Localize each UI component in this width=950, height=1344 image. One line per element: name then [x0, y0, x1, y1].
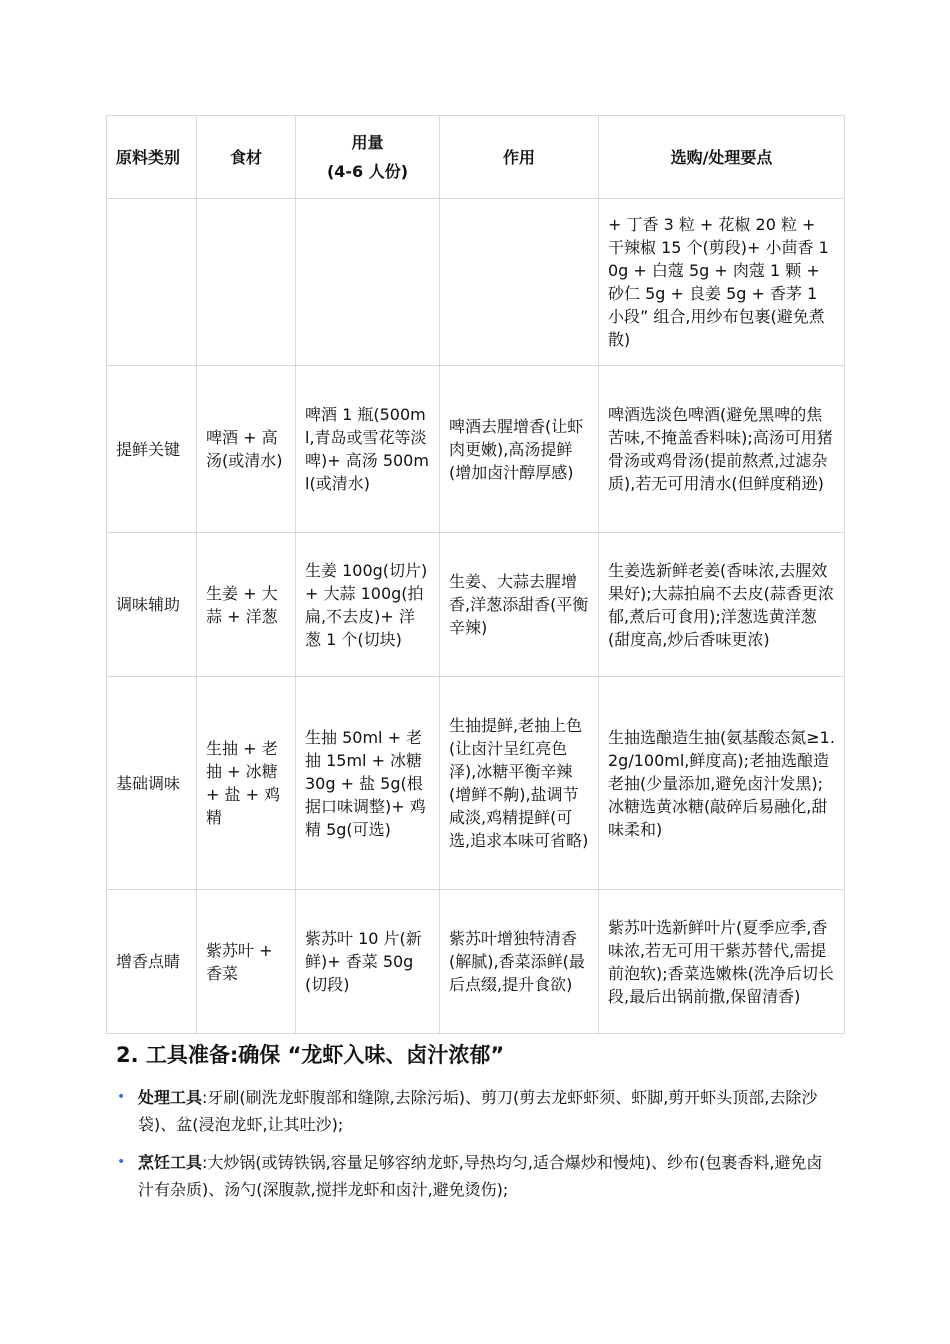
header-amount	[296, 116, 440, 199]
table-row	[107, 890, 845, 1034]
table-row	[107, 533, 845, 677]
section-heading: 2. 工具准备:确保 “龙虾入味、卤汁浓郁”	[116, 1043, 505, 1067]
list-item	[116, 1149, 828, 1203]
cell-tips: 生姜选新鲜老姜(香味浓,去腥效果好);大蒜拍扁不去皮(蒜香更浓郁,煮后可食用);洋葱选黄洋葱(甜度高,炒后香味更浓)	[599, 533, 845, 677]
cell-category	[107, 199, 197, 366]
list-item-term: 处理工具	[138, 1088, 203, 1107]
cell-tips: + 丁香 3 粒 + 花椒 20 粒 + 干辣椒 15 个(剪段)+ 小茴香 10g + 白蔻 5g + 肉蔻 1 颗 + 砂仁 5g + 良姜 5g + 香茅 1 小段” 组合,用纱布包裹(避免煮散)	[599, 199, 845, 366]
header-amount-servings: (4-6 人份)	[326, 162, 409, 181]
header-category: 原料类别	[107, 116, 197, 199]
cell-function: 生抽提鲜,老抽上色(让卤汁呈红亮色泽),冰糖平衡辛辣(增鲜不齁),盐调节咸淡,鸡精提鲜(可选,追求本味可省略)	[440, 677, 599, 890]
cell-category: 增香点睛	[107, 890, 197, 1034]
list-item	[116, 1084, 828, 1138]
cell-ingredient	[197, 199, 296, 366]
cell-amount	[296, 199, 440, 366]
table-row	[107, 366, 845, 533]
table-header-row	[107, 116, 845, 199]
cell-function: 生姜、大蒜去腥增香,洋葱添甜香(平衡辛辣)	[440, 533, 599, 677]
bullet-dot-icon: •	[117, 1154, 126, 1170]
cell-amount: 生姜 100g(切片)+ 大蒜 100g(拍扁,不去皮)+ 洋葱 1 个(切块)	[296, 533, 440, 677]
cell-ingredient: 紫苏叶 + 香菜	[197, 890, 296, 1034]
table-row	[107, 199, 845, 366]
cell-ingredient: 啤酒 + 高汤(或清水)	[197, 366, 296, 533]
cell-category: 提鲜关键	[107, 366, 197, 533]
list-item-term: 烹饪工具	[138, 1153, 203, 1172]
table-row	[107, 677, 845, 890]
cell-category: 调味辅助	[107, 533, 197, 677]
header-tips: 选购/处理要点	[599, 116, 845, 199]
cell-function	[440, 199, 599, 366]
cell-tips: 生抽选酿造生抽(氨基酸态氮≥1.2g/100ml,鲜度高);老抽选酿造老抽(少量添加,避免卤汁发黑);冰糖选黄冰糖(敲碎后易融化,甜味柔和)	[599, 677, 845, 890]
cell-amount: 啤酒 1 瓶(500ml,青岛或雪花等淡啤)+ 高汤 500ml(或清水)	[296, 366, 440, 533]
header-function: 作用	[440, 116, 599, 199]
cell-tips: 紫苏叶选新鲜叶片(夏季应季,香味浓,若无可用干紫苏替代,需提前泡软);香菜选嫩株(洗净后切长段,最后出锅前撒,保留清香)	[599, 890, 845, 1034]
list-item-text: :大炒锅(或铸铁锅,容量足够容纳龙虾,导热均匀,适合爆炒和慢炖)、纱布(包裹香料,避免卤汁有杂质)、汤勺(深腹款,搅拌龙虾和卤汁,避免烫伤);	[138, 1153, 823, 1199]
header-ingredient: 食材	[197, 116, 296, 199]
cell-category: 基础调味	[107, 677, 197, 890]
cell-ingredient: 生姜 + 大蒜 + 洋葱	[197, 533, 296, 677]
header-amount-label: 用量	[351, 133, 384, 152]
tools-list	[116, 1084, 828, 1214]
cell-function: 紫苏叶增独特清香(解腻),香菜添鲜(最后点缀,提升食欲)	[440, 890, 599, 1034]
cell-function: 啤酒去腥增香(让虾肉更嫩),高汤提鲜(增加卤汁醇厚感)	[440, 366, 599, 533]
ingredients-table	[106, 115, 845, 1034]
bullet-dot-icon: •	[117, 1089, 126, 1105]
list-item-text: :牙刷(刷洗龙虾腹部和缝隙,去除污垢)、剪刀(剪去龙虾虾须、虾脚,剪开虾头顶部,去除沙袋)、盆(浸泡龙虾,让其吐沙);	[138, 1088, 818, 1134]
cell-ingredient: 生抽 + 老抽 + 冰糖 + 盐 + 鸡精	[197, 677, 296, 890]
cell-amount: 生抽 50ml + 老抽 15ml + 冰糖 30g + 盐 5g(根据口味调整)+ 鸡精 5g(可选)	[296, 677, 440, 890]
cell-tips: 啤酒选淡色啤酒(避免黑啤的焦苦味,不掩盖香料味);高汤可用猪骨汤或鸡骨汤(提前熬煮,过滤杂质),若无可用清水(但鲜度稍逊)	[599, 366, 845, 533]
cell-amount: 紫苏叶 10 片(新鲜)+ 香菜 50g(切段)	[296, 890, 440, 1034]
